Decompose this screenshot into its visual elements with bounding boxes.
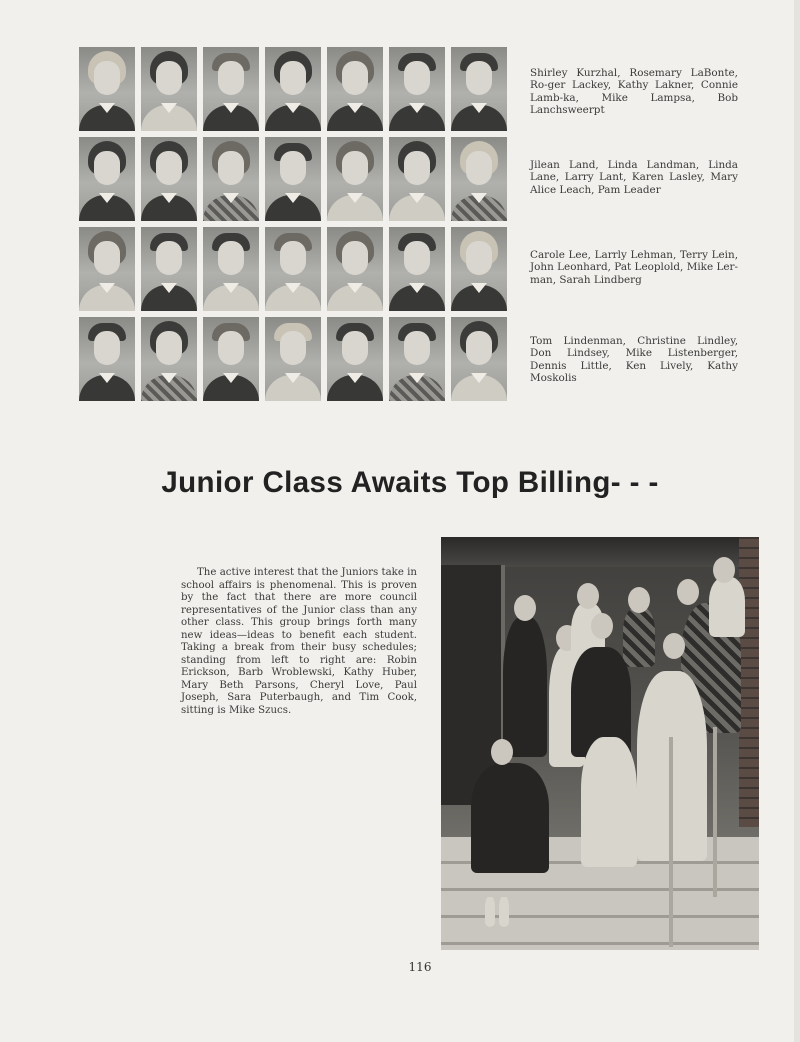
portrait [79,317,135,401]
portrait [141,317,197,401]
portrait [327,227,383,311]
portrait [327,47,383,131]
page-edge [794,0,800,1042]
portrait [389,317,445,401]
portrait [327,137,383,221]
portrait [265,317,321,401]
portrait [389,227,445,311]
portrait [265,137,321,221]
portrait [79,137,135,221]
portrait [265,47,321,131]
portrait-caption-row-2: Jilean Land, Linda Landman, Linda Lane, Larry Lant, Karen Lasley, Mary Alice Leach, Pam Leader [530,159,738,196]
portrait [389,137,445,221]
portrait [203,137,259,221]
portrait [141,47,197,131]
portrait-caption-row-4: Tom Lindenman, Christine Lindley, Don Lindsey, Mike Listenberger, Dennis Little, Ken Lively, Kathy Moskolis [530,335,738,385]
portrait [451,227,507,311]
portrait [203,317,259,401]
portrait [265,227,321,311]
portrait-caption-row-1: Shirley Kurzhal, Rosemary LaBonte, Ro-ger Lackey, Kathy Lakner, Connie Lamb-ka, Mike Lampsa, Bob Lanchsweerpt [530,67,738,117]
group-photo [441,537,759,950]
portrait [141,137,197,221]
portrait-caption-row-3: Carole Lee, Larrly Lehman, Terry Lein, John Leonhard, Pat Leoplold, Mike Ler-man, Sarah Lindberg [530,249,738,286]
page-headline: Junior Class Awaits Top Billing- - - [161,466,659,499]
portrait [79,47,135,131]
portrait [141,227,197,311]
portrait [327,317,383,401]
portrait [203,47,259,131]
article-body: The active interest that the Juniors take in school affairs is phenomenal. This is proven by the fact that there are more council representatives of the Junior class than any other class. This group brings forth many new ideas—ideas to benefit each student. Taking a break from their busy schedules; standing from left to right are: Robin Erickson, Barb Wroblewski, Kathy Huber, Mary Beth Parsons, Cheryl Love, Paul Joseph, Sara Puterbaugh, and Tim Cook, sitting is Mike Szucs. [181,567,417,716]
page-number: 116 [408,960,432,974]
portrait [203,227,259,311]
portrait [451,137,507,221]
portrait [79,227,135,311]
portrait [451,47,507,131]
portrait [389,47,445,131]
portrait [451,317,507,401]
